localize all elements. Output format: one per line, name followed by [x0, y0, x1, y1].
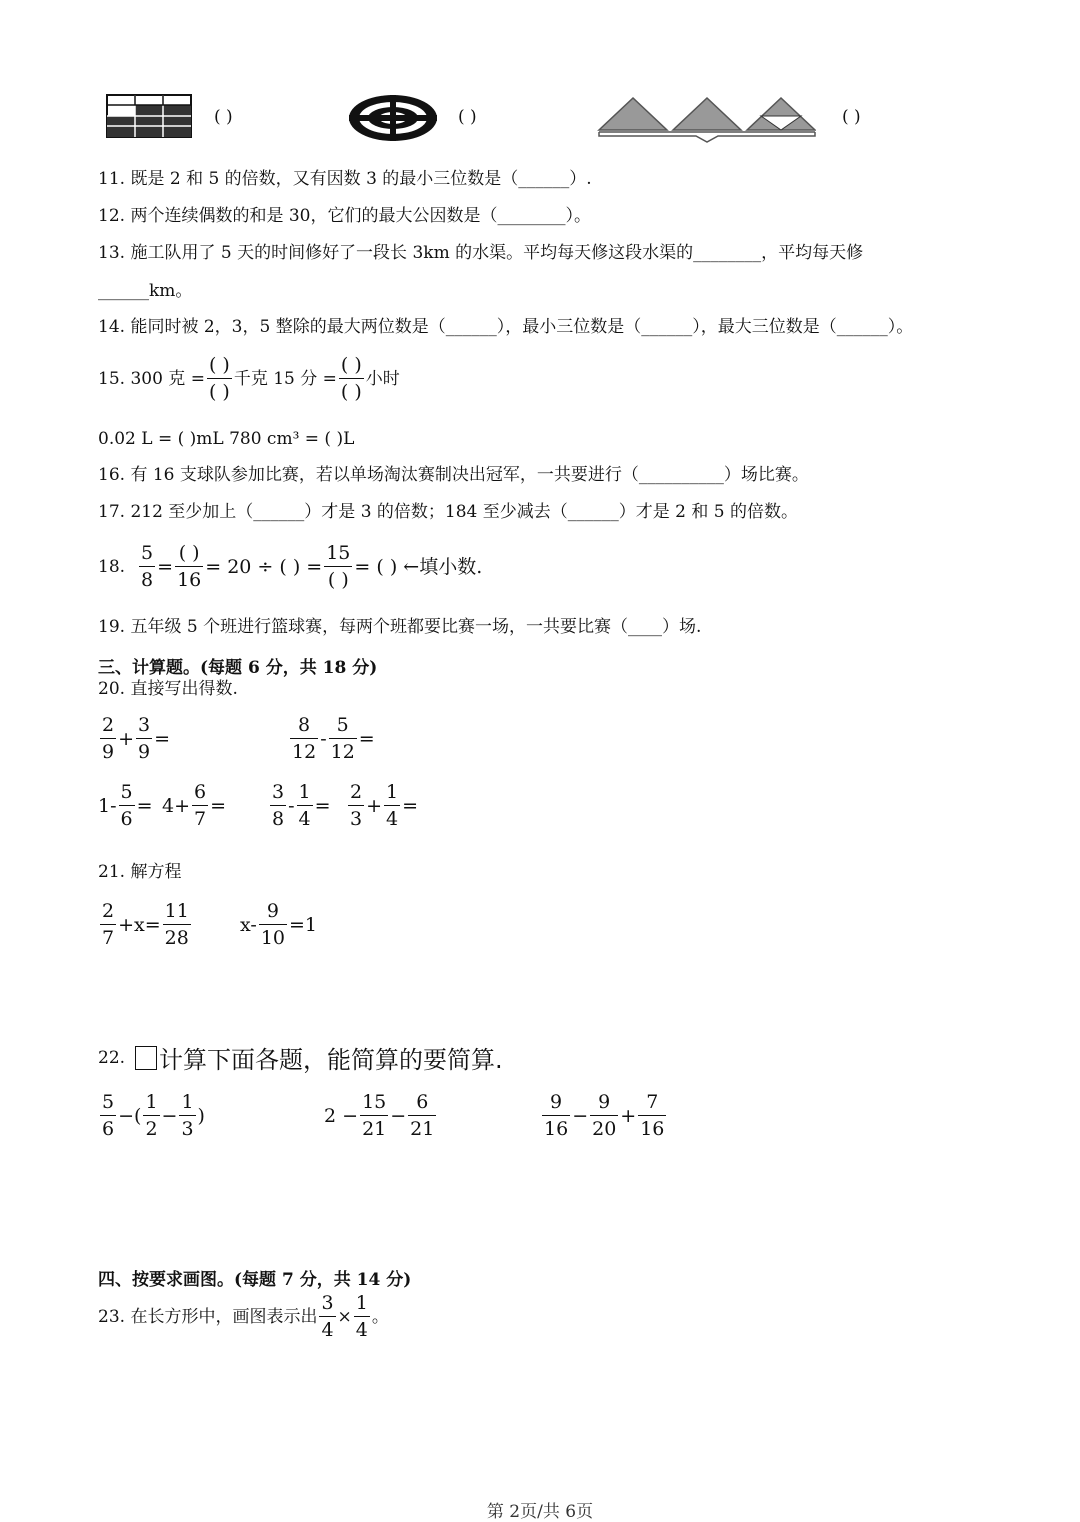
s3-b-bottom: 20 [592, 1118, 617, 1140]
e6-plus: + [366, 794, 383, 817]
s2-minus: − [390, 1104, 407, 1127]
e3-top: 5 [119, 779, 135, 806]
e2-frac-b [329, 712, 357, 765]
q18-f1-top: 5 [139, 540, 155, 567]
s3-b-top: 9 [590, 1089, 618, 1116]
q22-text: 计算下面各题，能简算的要简算. [159, 1046, 503, 1074]
e6-b-bottom: 4 [386, 808, 399, 830]
e6-frac-b [384, 779, 400, 832]
equation-2 [240, 898, 317, 951]
s1-a-top: 5 [100, 1089, 116, 1116]
question-21: 21. 解方程 [98, 862, 182, 882]
s3-frac-b [590, 1089, 618, 1142]
s2-b-top: 6 [408, 1089, 436, 1116]
e4-eq: = [210, 794, 227, 817]
q22-checkbox [135, 1046, 157, 1070]
q18-fraction-2 [175, 540, 203, 593]
simplify-expr-3 [540, 1089, 668, 1142]
q18-eq1: = [157, 555, 174, 578]
eq1-a-bottom: 7 [102, 927, 115, 949]
grid-figure [106, 94, 192, 138]
e1-b-bottom: 9 [138, 741, 151, 763]
s2-b-bottom: 21 [410, 1118, 435, 1140]
eq1-b-top: 11 [163, 898, 191, 925]
equation-1 [98, 898, 193, 951]
q18-end: = ( ) ←填小数. [354, 555, 483, 578]
simplify-expr-2 [324, 1089, 438, 1142]
e4-four-plus: 4+ [162, 794, 191, 817]
s1-a-bottom: 6 [102, 1118, 115, 1140]
e5-b-top: 1 [297, 779, 313, 806]
s1-frac-c [179, 1089, 195, 1142]
e4-bottom: 7 [194, 808, 207, 830]
s3-plus: + [620, 1104, 637, 1127]
q18-mid: = 20 ÷ ( ) = [205, 555, 323, 578]
question-23 [98, 1290, 389, 1343]
q15-f1-bottom: ( ) [208, 381, 230, 403]
s1-close: ) [197, 1104, 205, 1127]
s3-a-top: 9 [542, 1089, 570, 1116]
triangles-figure [596, 94, 816, 144]
eq2-bottom: 10 [260, 927, 285, 949]
q15-unit1: 千克 15 分 = [233, 368, 337, 389]
q23-b-bottom: 4 [355, 1319, 368, 1341]
q23-b-top: 1 [354, 1290, 370, 1317]
calc-expr-5 [268, 779, 331, 832]
s3-a-bottom: 16 [544, 1118, 569, 1140]
e2-b-top: 5 [329, 712, 357, 739]
e1-plus: + [118, 727, 135, 750]
eq1-x-eq: +x= [118, 913, 161, 936]
e2-frac-a [290, 712, 318, 765]
e5-frac-a [270, 779, 286, 832]
eq1-b-bottom: 28 [164, 927, 189, 949]
section-3-title: 三、计算题。(每题 6 分，共 18 分) [98, 658, 378, 678]
e1-a-bottom: 9 [102, 741, 115, 763]
ellipse-figure [348, 94, 438, 142]
s1-c-top: 1 [179, 1089, 195, 1116]
s2-frac-a [360, 1089, 388, 1142]
q18-fraction-3 [324, 540, 352, 593]
figure1-blank: ( ) [214, 107, 233, 127]
s1-minus: − [161, 1104, 178, 1127]
e2-b-bottom: 12 [330, 741, 355, 763]
e2-minus: - [320, 727, 327, 750]
s1-b-bottom: 2 [145, 1118, 158, 1140]
question-15b: 0.02 L = ( )mL 780 cm³ = ( )L [98, 429, 355, 449]
e5-frac-b [297, 779, 313, 832]
calc-expr-1 [98, 712, 170, 765]
question-14: 14. 能同时被 2，3，5 整除的最大两位数是（______），最小三位数是（______），最大三位数是（______）。 [98, 317, 914, 337]
q18-f2-bottom: 16 [177, 569, 202, 591]
q18-f3-bottom: ( ) [327, 569, 349, 591]
section-4-title: 四、按要求画图。(每题 7 分，共 14 分) [98, 1270, 412, 1290]
question-17: 17. 212 至少加上（______）才是 3 的倍数；184 至少减去（______）才是 2 和 5 的倍数。 [98, 502, 799, 522]
question-18 [98, 540, 482, 593]
s1-frac-a [100, 1089, 116, 1142]
page-footer: 第 2页/共 6页 [486, 1502, 594, 1522]
s3-frac-c [638, 1089, 666, 1142]
e2-a-bottom: 12 [292, 741, 317, 763]
e3-frac [119, 779, 135, 832]
eq2-frac [259, 898, 287, 951]
q15-fraction-1 [207, 352, 232, 405]
q22-num: 22. [98, 1047, 126, 1068]
e1-eq: = [154, 727, 171, 750]
calc-expr-2 [288, 712, 375, 765]
q18-f1-bottom: 8 [141, 569, 154, 591]
e5-eq: = [314, 794, 331, 817]
e6-frac-a [348, 779, 364, 832]
calc-expr-4 [162, 779, 226, 832]
q15-label: 15. 300 克 = [98, 368, 205, 389]
e3-eq: = [136, 794, 153, 817]
question-13-line2: ______km。 [98, 281, 193, 301]
q18-fraction-1 [139, 540, 155, 593]
e6-eq: = [402, 794, 419, 817]
eq2-x-minus: x- [240, 913, 257, 936]
e6-b-top: 1 [384, 779, 400, 806]
e2-eq: = [358, 727, 375, 750]
s2-two-minus: 2 − [324, 1104, 359, 1127]
e5-minus: - [288, 794, 295, 817]
calc-expr-6 [346, 779, 418, 832]
figure2-blank: ( ) [458, 107, 477, 127]
e1-a-top: 2 [100, 712, 116, 739]
e1-frac-b [136, 712, 152, 765]
q15-fraction-2 [339, 352, 364, 405]
e4-top: 6 [192, 779, 208, 806]
s3-c-top: 7 [638, 1089, 666, 1116]
calc-expr-3 [98, 779, 153, 832]
q23-text: 23. 在长方形中，画图表示出 [98, 1306, 318, 1327]
question-22 [98, 1040, 503, 1075]
q18-f2-top: ( ) [175, 540, 203, 567]
e4-frac [192, 779, 208, 832]
eq1-a-top: 2 [100, 898, 116, 925]
eq2-top: 9 [259, 898, 287, 925]
s3-frac-a [542, 1089, 570, 1142]
s2-frac-b [408, 1089, 436, 1142]
e3-bottom: 6 [120, 808, 133, 830]
q18-f3-top: 15 [324, 540, 352, 567]
e6-a-bottom: 3 [350, 808, 363, 830]
eq1-frac-b [163, 898, 191, 951]
question-12: 12. 两个连续偶数的和是 30，它们的最大公因数是（________）。 [98, 206, 591, 226]
e5-a-top: 3 [270, 779, 286, 806]
q23-times: × [337, 1306, 352, 1327]
question-20: 20. 直接写出得数. [98, 679, 238, 699]
question-16: 16. 有 16 支球队参加比赛，若以单场淘汰赛制决出冠军，一共要进行（__________）场比赛。 [98, 465, 809, 485]
q23-frac-b [354, 1290, 370, 1343]
s2-a-top: 15 [360, 1089, 388, 1116]
q15-unit2: 小时 [365, 368, 400, 389]
e5-b-bottom: 4 [298, 808, 311, 830]
q23-a-top: 3 [319, 1290, 335, 1317]
q23-end: 。 [371, 1306, 389, 1327]
e6-a-top: 2 [348, 779, 364, 806]
q15-f2-top: ( ) [339, 352, 364, 379]
s2-a-bottom: 21 [362, 1118, 387, 1140]
s1-minus-open: −( [118, 1104, 142, 1127]
e2-a-top: 8 [290, 712, 318, 739]
s1-c-bottom: 3 [181, 1118, 194, 1140]
s1-frac-b [143, 1089, 159, 1142]
e3-one-minus: 1- [98, 794, 117, 817]
q15-f1-top: ( ) [207, 352, 232, 379]
eq1-frac-a [100, 898, 116, 951]
simplify-expr-1 [98, 1089, 205, 1142]
s1-b-top: 1 [143, 1089, 159, 1116]
question-15 [98, 352, 400, 405]
q15-f2-bottom: ( ) [340, 381, 362, 403]
eq2-eq-one: =1 [289, 913, 318, 936]
q23-frac-a [319, 1290, 335, 1343]
e1-frac-a [100, 712, 116, 765]
q23-a-bottom: 4 [321, 1319, 334, 1341]
question-11: 11. 既是 2 和 5 的倍数，又有因数 3 的最小三位数是（______）. [98, 169, 592, 189]
e1-b-top: 3 [136, 712, 152, 739]
question-13-line1: 13. 施工队用了 5 天的时间修好了一段长 3km 的水渠。平均每天修这段水渠的________，平均每天修 [98, 243, 864, 263]
figure3-blank: ( ) [842, 107, 861, 127]
s3-c-bottom: 16 [640, 1118, 665, 1140]
s3-minus: − [572, 1104, 589, 1127]
q18-label: 18. [98, 556, 126, 577]
e5-a-bottom: 8 [272, 808, 285, 830]
question-19: 19. 五年级 5 个班进行篮球赛，每两个班都要比赛一场，一共要比赛（____）场. [98, 617, 702, 637]
